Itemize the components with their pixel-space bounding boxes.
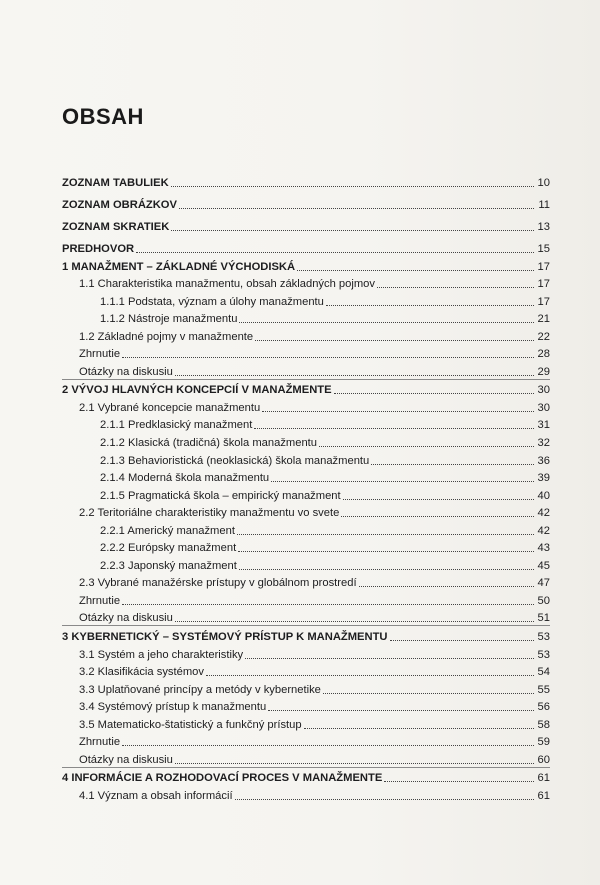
toc-entry bbox=[62, 520, 550, 538]
toc-entry-label: 3 KYBERNETICKÝ – SYSTÉMOVÝ PRÍSTUP K MANAŽMENTU bbox=[62, 631, 388, 644]
toc-entry bbox=[62, 503, 550, 521]
dot-leader bbox=[206, 674, 534, 676]
toc-entry bbox=[62, 309, 550, 327]
dot-leader bbox=[377, 286, 534, 288]
toc-chapter-entry bbox=[62, 190, 550, 212]
toc-entry-page: 10 bbox=[537, 177, 550, 189]
toc-chapter-entry bbox=[62, 234, 550, 256]
toc-entry-page: 22 bbox=[537, 330, 550, 343]
toc-entry-label: ZOZNAM SKRATIEK bbox=[62, 221, 170, 233]
toc-entry-page: 42 bbox=[537, 507, 550, 520]
dot-leader bbox=[334, 392, 534, 394]
toc-chapter-entry bbox=[62, 212, 550, 234]
toc-entry-label: 2.2.1 Americký manažment bbox=[100, 524, 235, 537]
dot-leader bbox=[136, 251, 534, 253]
toc-entry bbox=[62, 361, 550, 379]
toc-entry-label: 1.1 Charakteristika manažmentu, obsah základných pojmov bbox=[79, 278, 375, 291]
toc-entry-label: Zhrnutie bbox=[79, 348, 121, 361]
table-of-contents bbox=[62, 168, 550, 803]
dot-leader bbox=[384, 780, 534, 782]
dot-leader bbox=[297, 269, 534, 271]
toc-entry-label: 2.2.3 Japonský manažment bbox=[100, 559, 237, 572]
dot-leader bbox=[271, 480, 534, 482]
toc-entry-label: 3.1 Systém a jeho charakteristiky bbox=[79, 648, 244, 661]
page-title: OBSAH bbox=[62, 104, 144, 129]
toc-entry-page: 56 bbox=[537, 701, 550, 714]
toc-entry-page: 45 bbox=[537, 559, 550, 572]
toc-entry-label: 2.1.5 Pragmatická škola – empirický manažment bbox=[100, 489, 341, 502]
toc-entry-page: 17 bbox=[537, 260, 550, 273]
toc-chapter-entry bbox=[62, 168, 550, 190]
dot-leader bbox=[268, 709, 534, 711]
toc-entry-page: 55 bbox=[537, 683, 550, 696]
toc-entry bbox=[62, 450, 550, 468]
toc-entry-page: 42 bbox=[537, 524, 550, 537]
toc-entry bbox=[62, 291, 550, 309]
dot-leader bbox=[326, 304, 534, 306]
toc-entry-label: Otázky na diskusiu bbox=[79, 365, 173, 378]
toc-entry-label: ZOZNAM OBRÁZKOV bbox=[62, 199, 177, 211]
toc-entry bbox=[62, 785, 550, 803]
toc-entry-page: 13 bbox=[537, 221, 550, 233]
toc-chapter-entry bbox=[62, 256, 550, 274]
toc-entry-label: 2.1.4 Moderná škola manažmentu bbox=[100, 472, 270, 485]
dot-leader bbox=[262, 410, 534, 412]
toc-entry bbox=[62, 697, 550, 715]
toc-entry-label: PREDHOVOR bbox=[62, 243, 135, 255]
toc-entry-page: 32 bbox=[537, 437, 550, 450]
toc-entry-page: 61 bbox=[537, 772, 550, 785]
toc-entry-page: 17 bbox=[537, 295, 550, 308]
toc-entry-label: 3.2 Klasifikácia systémov bbox=[79, 666, 204, 679]
toc-chapter-entry bbox=[62, 379, 550, 398]
toc-entry-label: 1.1.2 Nástroje manažmentu bbox=[100, 313, 238, 326]
toc-entry-page: 53 bbox=[537, 648, 550, 661]
toc-chapter-entry bbox=[62, 625, 550, 644]
toc-entry-page: 28 bbox=[537, 348, 550, 361]
dot-leader bbox=[239, 568, 534, 570]
toc-entry-page: 30 bbox=[537, 401, 550, 414]
toc-entry-page: 17 bbox=[537, 278, 550, 291]
dot-leader bbox=[175, 762, 534, 764]
toc-entry-label: Otázky na diskusiu bbox=[79, 612, 173, 625]
toc-chapter-entry bbox=[62, 767, 550, 786]
dot-leader bbox=[235, 798, 534, 800]
toc-entry-page: 58 bbox=[537, 718, 550, 731]
dot-leader bbox=[122, 744, 534, 746]
toc-entry bbox=[62, 679, 550, 697]
toc-entry-label: Zhrnutie bbox=[79, 736, 121, 749]
toc-entry bbox=[62, 555, 550, 573]
toc-entry bbox=[62, 608, 550, 626]
toc-entry-page: 59 bbox=[537, 736, 550, 749]
toc-entry bbox=[62, 468, 550, 486]
dot-leader bbox=[179, 207, 534, 209]
toc-entry-label: Zhrnutie bbox=[79, 594, 121, 607]
toc-entry bbox=[62, 590, 550, 608]
toc-entry-page: 11 bbox=[538, 199, 550, 211]
toc-entry bbox=[62, 714, 550, 732]
dot-leader bbox=[319, 445, 534, 447]
dot-leader bbox=[359, 585, 534, 587]
toc-entry bbox=[62, 749, 550, 767]
toc-entry bbox=[62, 432, 550, 450]
toc-entry-label: 1.1.1 Podstata, význam a úlohy manažmentu bbox=[100, 295, 324, 308]
toc-entry bbox=[62, 662, 550, 680]
toc-entry-page: 43 bbox=[537, 542, 550, 555]
dot-leader bbox=[390, 639, 534, 641]
dot-leader bbox=[122, 603, 534, 605]
toc-entry-label: 3.3 Uplatňované princípy a metódy v kybernetike bbox=[79, 683, 321, 696]
toc-entry-page: 39 bbox=[537, 472, 550, 485]
toc-entry bbox=[62, 573, 550, 591]
dot-leader bbox=[245, 657, 534, 659]
toc-entry-page: 21 bbox=[537, 313, 550, 326]
toc-entry-label: 2.1.2 Klasická (tradičná) škola manažmentu bbox=[100, 437, 318, 450]
dot-leader bbox=[341, 515, 534, 517]
toc-entry-label: 4 INFORMÁCIE A ROZHODOVACÍ PROCES V MANAŽMENTE bbox=[62, 772, 383, 785]
toc-entry-label: 2.2 Teritoriálne charakteristiky manažmentu vo svete bbox=[79, 507, 340, 520]
toc-entry-page: 36 bbox=[537, 454, 550, 467]
dot-leader bbox=[237, 533, 534, 535]
toc-entry-label: 4.1 Význam a obsah informácií bbox=[79, 789, 233, 802]
toc-entry-page: 15 bbox=[537, 243, 550, 255]
toc-entry bbox=[62, 485, 550, 503]
dot-leader bbox=[171, 185, 534, 187]
dot-leader bbox=[175, 374, 534, 376]
toc-entry bbox=[62, 326, 550, 344]
toc-entry-label: 2.1.3 Behavioristická (neoklasická) škola manažmentu bbox=[100, 454, 370, 467]
dot-leader bbox=[304, 727, 534, 729]
toc-entry-label: 3.5 Matematicko-štatistický a funkčný prístup bbox=[79, 718, 302, 731]
dot-leader bbox=[343, 498, 534, 500]
dot-leader bbox=[238, 550, 534, 552]
toc-entry bbox=[62, 538, 550, 556]
toc-entry-page: 47 bbox=[537, 577, 550, 590]
toc-entry-label: Otázky na diskusiu bbox=[79, 753, 173, 766]
toc-entry-page: 60 bbox=[537, 753, 550, 766]
dot-leader bbox=[175, 620, 534, 622]
dot-leader bbox=[171, 229, 534, 231]
toc-entry-page: 51 bbox=[537, 612, 550, 625]
toc-entry bbox=[62, 397, 550, 415]
dot-leader bbox=[239, 321, 534, 323]
toc-entry-label: 2.3 Vybrané manažérske prístupy v globálnom prostredí bbox=[79, 577, 357, 590]
dot-leader bbox=[371, 463, 534, 465]
toc-entry-label: 2.1 Vybrané koncepcie manažmentu bbox=[79, 401, 261, 414]
toc-entry-label: 3.4 Systémový prístup k manažmentu bbox=[79, 701, 267, 714]
toc-entry bbox=[62, 415, 550, 433]
toc-entry-page: 31 bbox=[537, 419, 550, 432]
toc-entry-label: ZOZNAM TABULIEK bbox=[62, 177, 169, 189]
toc-entry-page: 50 bbox=[537, 594, 550, 607]
toc-entry bbox=[62, 644, 550, 662]
toc-entry-label: 1.2 Základné pojmy v manažmente bbox=[79, 330, 254, 343]
toc-entry-label: 2 VÝVOJ HLAVNÝCH KONCEPCIÍ V MANAŽMENTE bbox=[62, 384, 332, 397]
toc-entry-page: 54 bbox=[537, 666, 550, 679]
dot-leader bbox=[122, 356, 534, 358]
toc-entry-label: 2.2.2 Európsky manažment bbox=[100, 542, 237, 555]
dot-leader bbox=[323, 692, 534, 694]
toc-entry-page: 53 bbox=[537, 631, 550, 644]
toc-entry-page: 30 bbox=[537, 384, 550, 397]
toc-entry-page: 61 bbox=[537, 789, 550, 802]
toc-entry-label: 2.1.1 Predklasický manažment bbox=[100, 419, 253, 432]
toc-entry-label: 1 MANAŽMENT – ZÁKLADNÉ VÝCHODISKÁ bbox=[62, 260, 296, 273]
toc-entry-page: 29 bbox=[537, 365, 550, 378]
toc-entry-page: 40 bbox=[537, 489, 550, 502]
toc-entry bbox=[62, 344, 550, 362]
dot-leader bbox=[255, 339, 534, 341]
dot-leader bbox=[254, 427, 534, 429]
toc-entry bbox=[62, 732, 550, 750]
toc-entry bbox=[62, 274, 550, 292]
